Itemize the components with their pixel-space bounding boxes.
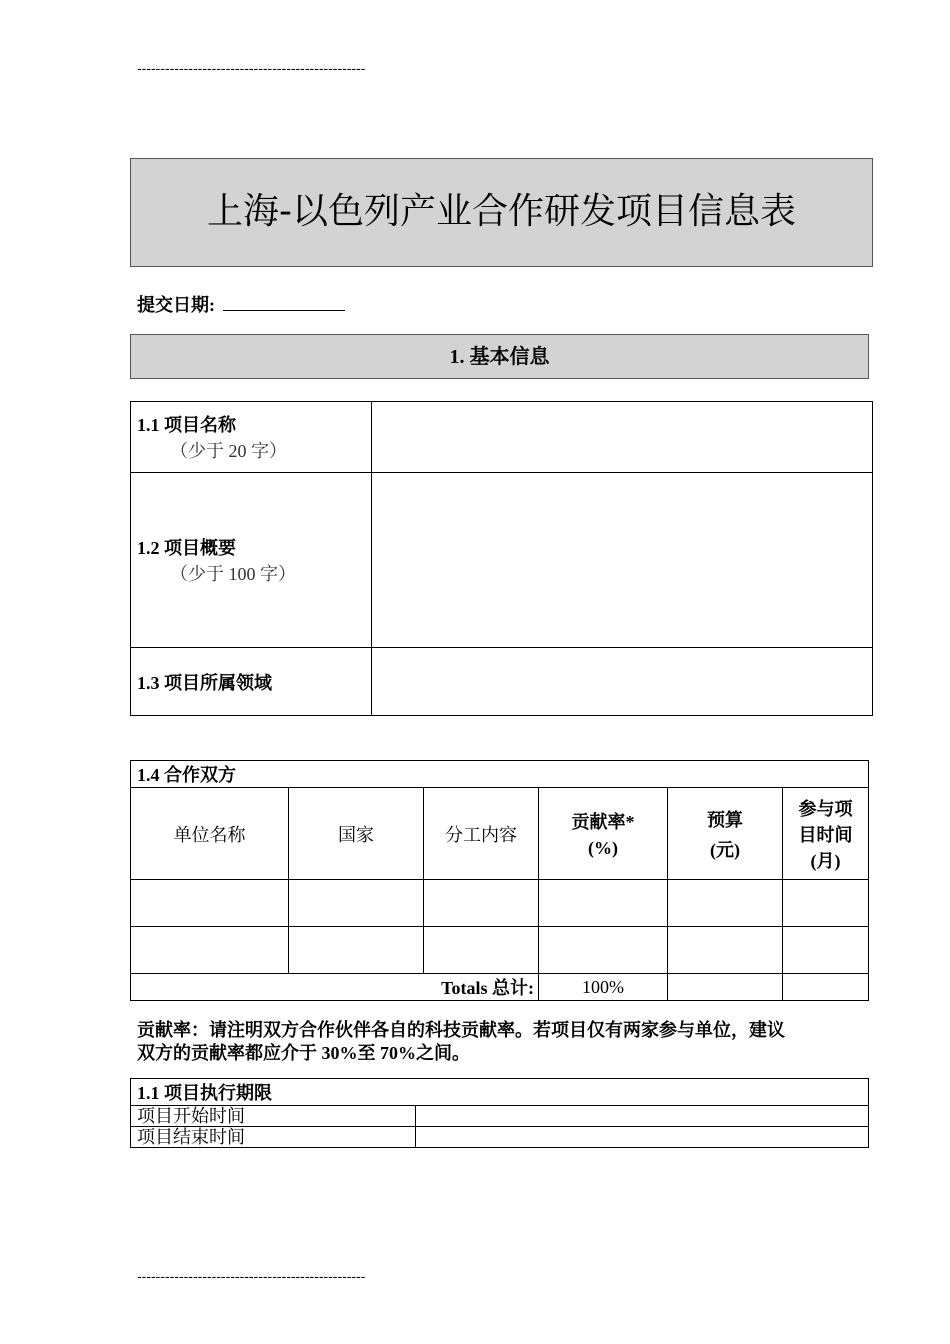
- table-row: [131, 880, 869, 927]
- contribution-note-line1: 贡献率：请注明双方合作伙伴各自的科技贡献率。若项目仅有两家参与单位，建议: [137, 1020, 785, 1040]
- header-budget: [668, 788, 783, 880]
- project-field-label-cell: [131, 648, 372, 716]
- partner2-months-field[interactable]: [783, 927, 869, 974]
- submit-date-row: [137, 291, 345, 317]
- submit-date-label: 提交日期:: [137, 295, 215, 315]
- partner1-division-field[interactable]: [424, 880, 539, 927]
- table-row: [131, 473, 873, 648]
- header-rule: -------------------------------------------------: [137, 60, 366, 76]
- section-basic-info-header: [130, 334, 869, 379]
- partner2-country-field[interactable]: [289, 927, 424, 974]
- table-row: [131, 1079, 869, 1106]
- project-summary-hint: （少于 100 字）: [170, 564, 296, 584]
- contribution-note: [137, 1019, 847, 1065]
- partner2-contribution-field[interactable]: [539, 927, 668, 974]
- project-summary-label-cell: [131, 473, 372, 648]
- header-months-line2: 目时间: [798, 824, 853, 845]
- totals-budget-field[interactable]: [668, 974, 783, 1001]
- header-contribution-line1: 贡献率*: [571, 812, 635, 832]
- project-name-field[interactable]: [372, 402, 873, 473]
- table-row: [131, 402, 873, 473]
- header-months-line3: (月): [810, 850, 841, 871]
- header-budget-line2: (元): [710, 839, 740, 860]
- totals-row: [131, 974, 869, 1001]
- start-time-field[interactable]: [416, 1106, 869, 1127]
- project-name-label-cell: [131, 402, 372, 473]
- partners-title: 1.4 合作双方: [131, 761, 869, 788]
- partner1-months-field[interactable]: [783, 880, 869, 927]
- header-months: [783, 788, 869, 880]
- partner1-budget-field[interactable]: [668, 880, 783, 927]
- execution-period-table: [130, 1078, 869, 1148]
- table-row: [131, 927, 869, 974]
- table-row: [131, 1106, 869, 1127]
- section-basic-info-title: 1. 基本信息: [449, 346, 550, 368]
- project-field-label: 1.3 项目所属领域: [137, 672, 272, 693]
- project-name-hint: （少于 20 字）: [170, 441, 287, 461]
- header-budget-line1: 预算: [707, 809, 743, 830]
- basic-info-table: [130, 401, 873, 716]
- form-title: 上海-以色列产业合作研发项目信息表: [207, 191, 796, 232]
- table-row: [131, 761, 869, 788]
- header-division: 分工内容: [424, 788, 539, 880]
- partner1-country-field[interactable]: [289, 880, 424, 927]
- table-row: [131, 648, 873, 716]
- end-time-field[interactable]: [416, 1127, 869, 1148]
- totals-value: 100%: [539, 974, 668, 1001]
- footer-rule: -------------------------------------------------: [137, 1268, 366, 1284]
- header-months-line1: 参与项: [798, 798, 853, 819]
- partners-table: [130, 760, 869, 1001]
- end-time-label: 项目结束时间: [131, 1127, 416, 1148]
- execution-period-title: 1.1 项目执行期限: [131, 1079, 869, 1106]
- partner1-contribution-field[interactable]: [539, 880, 668, 927]
- contribution-note-line2: 双方的贡献率都应介于 30%至 70%之间。: [137, 1043, 470, 1063]
- table-row: [131, 1127, 869, 1148]
- project-name-label: 1.1 项目名称: [137, 415, 236, 435]
- totals-label: Totals 总计:: [131, 974, 539, 1001]
- start-time-label: 项目开始时间: [131, 1106, 416, 1127]
- totals-months-field[interactable]: [783, 974, 869, 1001]
- submit-date-field[interactable]: [223, 294, 345, 311]
- partner2-division-field[interactable]: [424, 927, 539, 974]
- form-title-banner: [130, 158, 873, 267]
- project-summary-label: 1.2 项目概要: [137, 538, 236, 558]
- header-contribution-line2: (%): [588, 838, 618, 858]
- project-summary-field[interactable]: [372, 473, 873, 648]
- project-field-field[interactable]: [372, 648, 873, 716]
- header-country: 国家: [289, 788, 424, 880]
- partner2-unit-name-field[interactable]: [131, 927, 289, 974]
- partners-header-row: [131, 788, 869, 880]
- partner2-budget-field[interactable]: [668, 927, 783, 974]
- header-unit-name: 单位名称: [131, 788, 289, 880]
- header-contribution: [539, 788, 668, 880]
- partner1-unit-name-field[interactable]: [131, 880, 289, 927]
